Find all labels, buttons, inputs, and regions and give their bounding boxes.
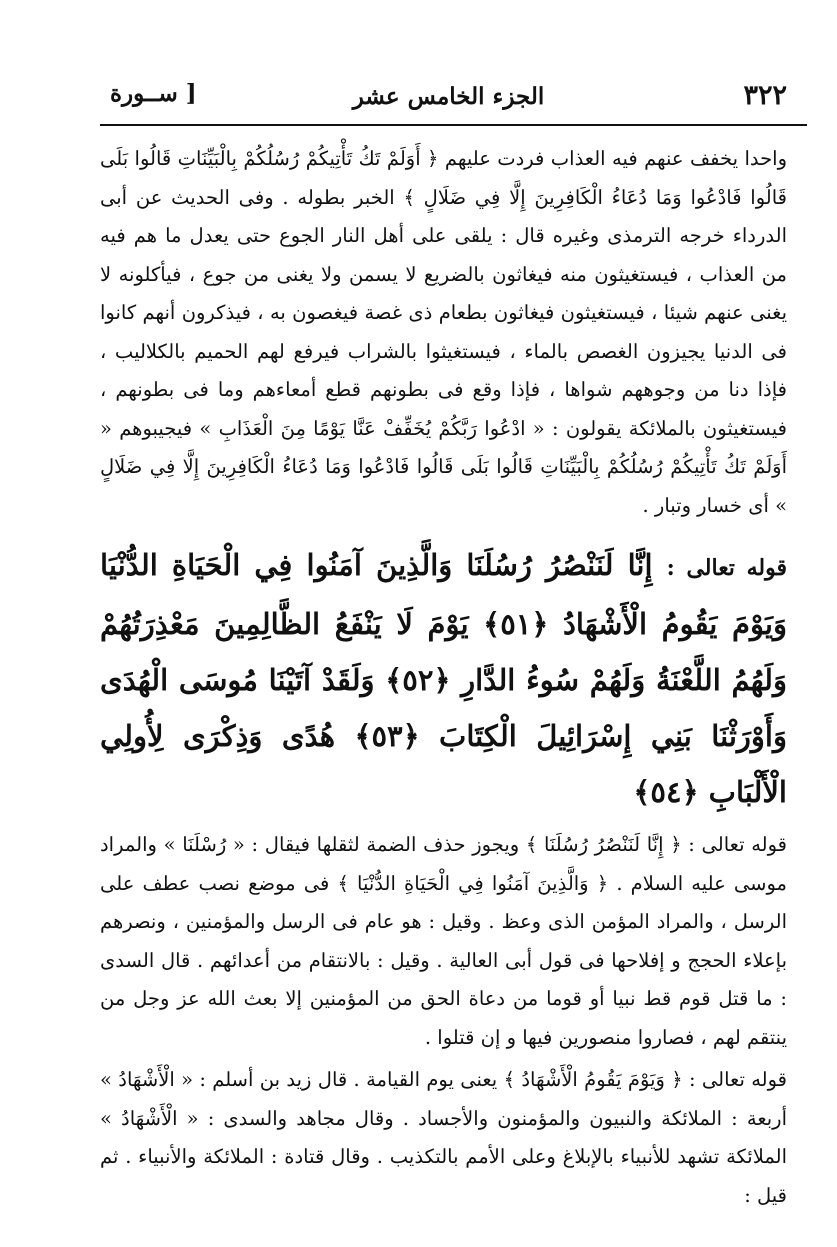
page-number: ٣٢٢ — [743, 80, 787, 111]
quran-verse-block — [100, 537, 787, 820]
running-head: الجزء الخامس عشر — [352, 83, 545, 110]
surah-label: [ ســورة — [110, 80, 197, 107]
commentary-paragraph: قوله تعالى : ﴿ إِنَّا لَنَنْصُرُ رُسُلَنَا ﴾ ويجوز حذف الضمة لثقلها فيقال : « رُسْلَنَا » والمراد موسى عليه السلام . ﴿ وَالَّذِينَ آمَنُوا فِي الْحَيَاةِ الدُّنْيَا ﴾ فى موضع نصب عطف على الرسل ، والمراد المؤمن الذى وعظ . وقيل : هو عام فى الرسل والمؤمنين ، ونصرهم بإعلاء الحجج و إفلاحها فى قول أبى العالية . وقيل : بالانتقام من أعدائهم . قال السدى : ما قتل قوم قط نبيا أو قوما من دعاة الحق من المؤمنين إلا بعث الله عز وجل من ينتقم لهم ، فصاروا منصورين فيها و إن قتلوا . — [100, 833, 787, 1049]
header-divider — [100, 124, 807, 126]
page-header — [100, 70, 797, 126]
body-paragraph: واحدا يخفف عنهم فيه العذاب فردت عليهم ﴿ أَوَلَمْ تَكُ تَأْتِيكُمْ رُسُلُكُمْ بِالْبَيِّنَاتِ قَالُوا بَلَى قَالُوا فَادْعُوا وَمَا دُعَاءُ الْكَافِرِينَ إِلَّا فِي ضَلَالٍ ﴾ الخبر بطوله . وفى الحديث عن أبى الدرداء خرجه الترمذى وغيره قال : يلقى على أهل النار الجوع حتى يعدل ما هم فيه من العذاب ، فيستغيثون منه فيغاثون بالضريع لا يسمن ولا يغنى من جوع ، فيأكلونه لا يغنى عنهم شيئا ، فيستغيثون فيغاثون بطعام ذى غصة فيغصون به ، فيذكرون أنهم كانوا فى الدنيا يجيزون الغصص بالماء ، فيستغيثوا بالشراب فيرفع لهم الحميم بالكلاليب ، فإذا دنا من وجوههم شواها ، فإذا وقع فى بطونهم قطع أمعاءهم وما فى بطونهم ، فيستغيثون بالملائكة يقولون : « ادْعُوا رَبَّكُمْ يُخَفِّفْ عَنَّا يَوْمًا مِنَ الْعَذَابِ » فيجيبوهم « أَوَلَمْ تَكُ تَأْتِيكُمْ رُسُلُكُمْ بِالْبَيِّنَاتِ قَالُوا بَلَى قَالُوا فَادْعُوا وَمَا دُعَاءُ الْكَافِرِينَ إِلَّا فِي ضَلَالٍ » أى خسار وتبار . — [100, 147, 787, 517]
commentary-paragraph: قوله تعالى : ﴿ وَيَوْمَ يَقُومُ الْأَشْهَادُ ﴾ يعنى يوم القيامة . قال زيد بن أسلم : « الْأَشْهَادُ » أربعة : الملائكة والنبيون والمؤمنون والأجساد . وقال مجاهد والسدى : « الْأَشْهَادُ » الملائكة تشهد للأنبياء بالإبلاغ وعلى الأمم بالتكذيب . وقال قتادة : الملائكة والأنبياء . ثم قيل : — [100, 1068, 787, 1207]
verse-intro: قوله تعالى : — [666, 555, 787, 581]
page-body — [100, 140, 787, 1215]
verse-text: إِنَّا لَنَنْصُرُ رُسُلَنَا وَالَّذِينَ آمَنُوا فِي الْحَيَاةِ الدُّنْيَا وَيَوْمَ يَقُومُ الْأَشْهَادُ ﴿٥١﴾ يَوْمَ لَا يَنْفَعُ الظَّالِمِينَ مَعْذِرَتُهُمْ وَلَهُمُ اللَّعْنَةُ وَلَهُمْ سُوءُ الدَّارِ ﴿٥٢﴾ وَلَقَدْ آتَيْنَا مُوسَى الْهُدَى وَأَوْرَثْنَا بَنِي إِسْرَائِيلَ الْكِتَابَ ﴿٥٣﴾ هُدًى وَذِكْرَى لِأُولِي الْأَلْبَابِ ﴿٥٤﴾ — [100, 548, 788, 809]
